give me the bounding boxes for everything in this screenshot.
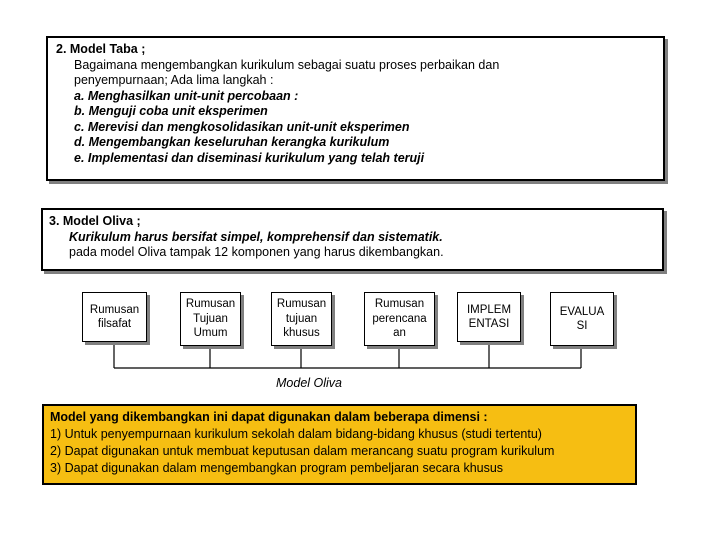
dimensi-item-2: 2) Dapat digunakan untuk membuat keputusan dalam merancang suatu program kurikulum <box>50 444 555 458</box>
taba-step-d: d. Mengembangkan keseluruhan kerangka kurikulum <box>74 135 390 149</box>
component-label-line: EVALUA <box>559 305 605 318</box>
component-rumusan-tujuan-umum <box>180 292 241 346</box>
taba-step-a: a. Menghasilkan unit-unit percobaan : <box>74 88 299 103</box>
component-rumusan-tujuan-khusus <box>271 292 332 346</box>
component-label-line: Umum <box>193 327 228 340</box>
component-rumusan-perencanaan <box>364 292 435 346</box>
taba-heading: 2. Model Taba ; <box>56 42 146 56</box>
component-label-line: Rumusan <box>374 298 425 311</box>
oliva-principle: Kurikulum harus bersifat simpel, komprehensif dan sistematik. <box>69 229 443 244</box>
oliva-heading: 3. Model Oliva ; <box>49 214 141 228</box>
component-label-line: perencana <box>372 312 427 325</box>
component-label-line: khusus <box>283 327 320 340</box>
component-label-line: ENTASI <box>468 318 510 330</box>
component-label-line: tujuan <box>285 312 318 325</box>
taba-intro-line-2: penyempurnaan; Ada lima langkah : <box>74 73 274 87</box>
component-label-line: filsafat <box>97 318 132 330</box>
component-label-line: Rumusan <box>276 298 327 311</box>
model-oliva-caption: Model Oliva <box>276 376 342 390</box>
component-label-line: Rumusan <box>89 303 140 316</box>
component-label-line: IMPLEM <box>466 303 512 316</box>
taba-step-b: b. Menguji coba unit eksperimen <box>74 104 268 118</box>
component-label-line: Tujuan <box>193 312 228 325</box>
dimensi-item-1: 1) Untuk penyempurnaan kurikulum sekolah dalam bidang-bidang khusus (studi tertentu) <box>50 427 542 441</box>
taba-intro-line-1: Bagaimana mengembangkan kurikulum sebagai suatu proses perbaikan dan <box>74 57 500 72</box>
component-label-line: SI <box>576 320 588 332</box>
component-implementasi <box>457 292 521 342</box>
component-evaluasi <box>550 292 614 346</box>
dimensi-box <box>42 404 637 485</box>
taba-step-c: c. Merevisi dan mengkosolidasikan unit-unit eksperimen <box>74 119 410 134</box>
dimensi-heading: Model yang dikembangkan ini dapat digunakan dalam beberapa dimensi : <box>50 410 488 424</box>
component-rumusan-filsafat <box>82 292 147 342</box>
dimensi-item-3: 3) Dapat digunakan dalam mengembangkan program pembeljaran secara khusus <box>50 461 504 475</box>
taba-step-e: e. Implementasi dan diseminasi kurikulum yang telah teruji <box>74 150 425 165</box>
oliva-components-note: pada model Oliva tampak 12 komponen yang harus dikembangkan. <box>69 245 444 259</box>
component-label-line: Rumusan <box>185 298 236 311</box>
component-label-line: an <box>393 327 406 340</box>
